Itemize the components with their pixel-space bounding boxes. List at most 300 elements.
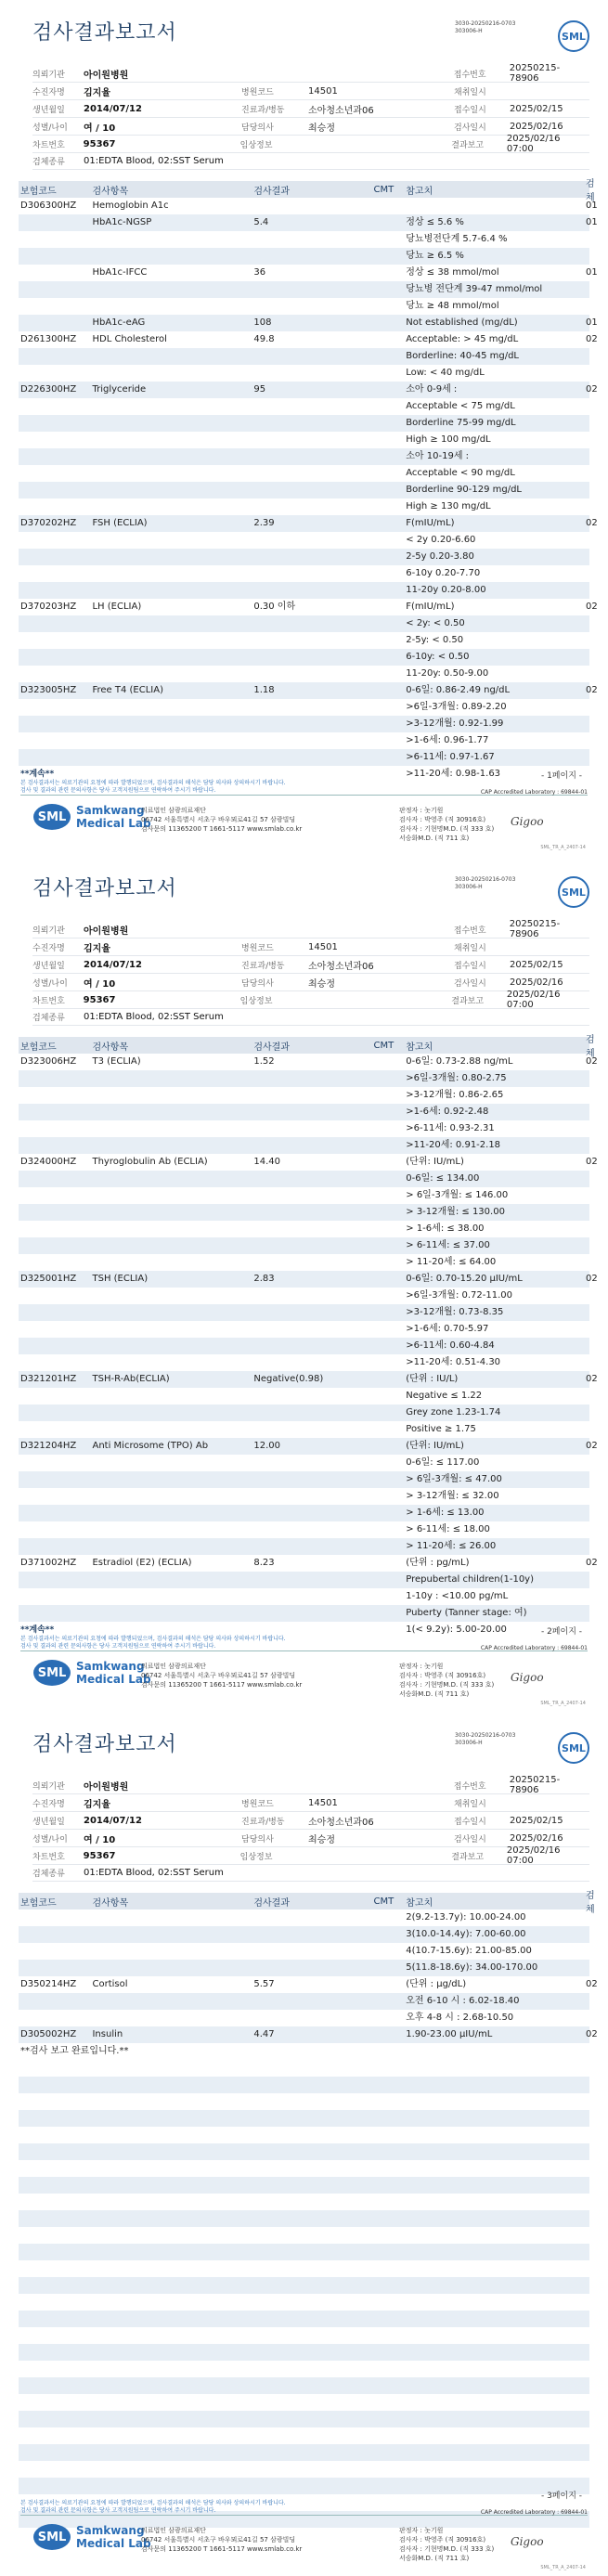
- table-row: [19, 1137, 589, 1154]
- reference-range: > 6일-3개월: ≤ 146.00: [406, 1190, 509, 1200]
- reference-range: 오후 4-8 시 : 2.68-10.50: [406, 2013, 514, 2023]
- signature: Gigoo: [511, 2535, 544, 2548]
- signature: Gigoo: [511, 1671, 544, 1684]
- brand-name: Samkwang Medical Lab: [76, 804, 151, 830]
- reference-range: >3-12개월: 0.86-2.65: [406, 1090, 504, 1100]
- table-row: [19, 1976, 598, 1993]
- info-row-sex-age: 성별/나이 여 / 10 담당의사 최승정 검사일시 2025/02/16: [32, 1830, 589, 1847]
- table-row: [19, 1405, 589, 1421]
- table-row: [19, 1104, 589, 1120]
- reference-range: F(mIU/mL): [406, 518, 455, 528]
- test-name: Hemoglobin A1c: [92, 201, 169, 211]
- insurance-code: D371002HZ: [20, 1558, 77, 1568]
- reference-range: 6-10y: < 0.50: [406, 652, 470, 662]
- table-body: [19, 198, 598, 783]
- table-row: [19, 1455, 589, 1471]
- header-cmt: CMT: [373, 184, 395, 195]
- info-row-specimen: 검체종류 01:EDTA Blood, 02:SST Serum: [32, 1865, 589, 1882]
- receipt-date-value: 2025/02/15: [510, 103, 563, 114]
- reference-range: >3-12개월: 0.73-8.35: [406, 1307, 504, 1317]
- reference-range: 2-5y 0.20-3.80: [406, 551, 474, 562]
- reference-range: 0-6일: 0.86-2.49 ng/dL: [406, 685, 511, 695]
- patient-name-value: 김지율: [84, 87, 110, 98]
- dept-value: 소아청소년과06: [308, 1817, 374, 1828]
- empty-row: [19, 2444, 589, 2461]
- lab-address: 의료법인 삼광의료재단 06742 서울특별시 서초구 바우뫼로41길 57 삼광빌딩 검사문의 11365200 T 1661-5117 www.smlab.co.kr: [141, 2527, 303, 2553]
- header-ref: 참고치: [406, 1897, 433, 1909]
- empty-row: [19, 2411, 589, 2427]
- test-result: 2.39: [253, 518, 275, 528]
- test-name: Cortisol: [92, 1979, 128, 1989]
- specimen-no: 02: [586, 2029, 598, 2039]
- table-row: [19, 1943, 589, 1960]
- insurance-code: D226300HZ: [20, 384, 77, 395]
- test-name: LH (ECLIA): [92, 602, 142, 612]
- sex-age-value: 여 / 10: [84, 123, 116, 134]
- insurance-code: D370203HZ: [20, 602, 77, 612]
- test-name: HbA1c-NGSP: [92, 217, 152, 227]
- specimen-no: 02: [586, 1274, 598, 1284]
- insurance-code: D261300HZ: [20, 334, 77, 344]
- header-ref: 참고치: [406, 1042, 433, 1053]
- insurance-code: D324000HZ: [20, 1157, 77, 1167]
- footer-notice: 본 검사결과서는 의료기관의 요청에 따라 발행되었으며, 검사결과의 해석은 담당 의사와 상의하시기 바랍니다. 검사 및 결과의 관련 문의사항은 당사 고객지원팀으로 연락하여 주시기 바랍니다.: [20, 1636, 588, 1651]
- test-result: 5.4: [253, 217, 269, 227]
- sex-age-value: 여 / 10: [84, 1834, 116, 1845]
- info-row-birth: 생년월일 2014/07/12 진료과/병동 소아청소년과06 접수일시 2025/02/15: [32, 1812, 589, 1830]
- specimen-value: 01:EDTA Blood, 02:SST Serum: [84, 1012, 224, 1022]
- reference-range: (단위: IU/mL): [406, 1157, 464, 1167]
- empty-row: [19, 2194, 589, 2210]
- reference-range: >1-6세: 0.92-2.48: [406, 1107, 489, 1117]
- institution-value: 아이원병원: [83, 1781, 129, 1793]
- table-row: [19, 1538, 589, 1555]
- info-row-specimen: 검체종류 01:EDTA Blood, 02:SST Serum: [32, 153, 589, 170]
- header-code: 보험코드: [20, 1897, 57, 1909]
- sex-age-value: 여 / 10: [84, 978, 116, 990]
- reference-range: Acceptable < 90 mg/dL: [406, 468, 515, 478]
- table-row: [19, 1288, 589, 1304]
- table-row: [19, 1371, 598, 1388]
- receipt-no-value: 20250215-78906: [509, 63, 561, 84]
- reference-range: 당뇨 ≥ 48 mmol/mol: [406, 301, 499, 311]
- empty-row: [19, 2427, 589, 2444]
- table-row: [19, 382, 598, 398]
- reference-range: > 6-11세: ≤ 37.00: [406, 1240, 490, 1250]
- report-header: [0, 0, 608, 56]
- table-row: [19, 281, 589, 298]
- reference-range: 11-20y 0.20-8.00: [406, 585, 486, 595]
- reference-range: High ≥ 130 mg/dL: [406, 501, 491, 511]
- empty-row: [19, 2210, 589, 2227]
- report-page-2: [0, 856, 608, 1712]
- reference-range: 0-6일: 0.73-2.88 ng/mL: [406, 1056, 513, 1067]
- table-header: [19, 179, 595, 203]
- header-result: 검사결과: [253, 1042, 290, 1053]
- table-row: [19, 2026, 598, 2043]
- institution-value: 아이원병원: [83, 926, 129, 937]
- table-row: [19, 615, 589, 632]
- brand-name: Samkwang Medical Lab: [76, 1660, 151, 1686]
- test-name: Thyroglobulin Ab (ECLIA): [92, 1157, 208, 1167]
- page-number: - 2페이지 -: [540, 1627, 582, 1637]
- reference-range: 정상 ≤ 5.6 %: [406, 217, 464, 227]
- reference-range: >6-11세: 0.93-2.31: [406, 1123, 495, 1133]
- header-cmt: CMT: [373, 1896, 395, 1907]
- footer-notice: 본 검사결과서는 의료기관의 요청에 따라 발행되었으며, 검사결과의 해석은 담당 의사와 상의하시기 바랍니다. 검사 및 결과의 관련 문의사항은 당사 고객지원팀으로 연락하여 주시기 바랍니다.: [20, 2500, 588, 2516]
- table-row: [19, 1221, 589, 1237]
- table-row: [19, 315, 598, 331]
- signers: 판정자 : 놋기원 검사자 : 박영주 (직 30916호) 검사자 : 기현명M.D. (직 333 호) 서승화M.D. (직 711 호): [399, 807, 495, 842]
- brand-block: [33, 2524, 151, 2550]
- test-result: 108: [253, 317, 272, 328]
- header-specimen: 검체: [586, 1035, 595, 1059]
- empty-row: [19, 2311, 589, 2327]
- table-row: [19, 448, 589, 465]
- header-result: 검사결과: [253, 1897, 290, 1909]
- reference-range: 2(9.2-13.7y): 10.00-24.00: [406, 1912, 526, 1922]
- empty-row: [19, 2394, 589, 2411]
- results-table: [19, 1891, 598, 2544]
- table-body: [19, 1909, 598, 2544]
- reference-range: > 3-12개월: ≤ 130.00: [406, 1207, 505, 1217]
- table-row: [19, 515, 598, 532]
- cap-accreditation: CAP Accredited Laboratory : 69844-01: [480, 789, 588, 796]
- reference-range: >1-6세: 0.96-1.77: [406, 735, 489, 745]
- reference-range: 당뇨 ≥ 6.5 %: [406, 251, 464, 261]
- samkwang-logo-icon: SML: [33, 804, 71, 830]
- test-name: FSH (ECLIA): [92, 518, 148, 528]
- empty-row: [19, 2127, 589, 2143]
- table-row: [19, 265, 598, 281]
- table-header: [19, 1891, 595, 1915]
- table-row: [19, 1154, 598, 1171]
- specimen-no: 01: [586, 217, 598, 227]
- table-row: [19, 565, 589, 582]
- reference-range: Positive ≥ 1.75: [406, 1424, 476, 1434]
- test-name: TSH (ECLIA): [92, 1274, 149, 1284]
- empty-row: [19, 2361, 589, 2377]
- table-row: [19, 1909, 589, 1926]
- reference-range: Puberty (Tanner stage: 여): [406, 1608, 527, 1618]
- test-result: 12.00: [253, 1441, 280, 1451]
- table-row: [19, 1237, 589, 1254]
- table-row: [19, 1354, 589, 1371]
- lab-address: 의료법인 삼광의료재단 06742 서울특별시 서초구 바우뫼로41길 57 삼광빌딩 검사문의 11365200 T 1661-5117 www.smlab.co.kr: [141, 807, 303, 833]
- reference-range: Acceptable < 75 mg/dL: [406, 401, 515, 411]
- lab-address: 의료법인 삼광의료재단 06742 서울특별시 서초구 바우뫼로41길 57 삼광빌딩 검사문의 11365200 T 1661-5117 www.smlab.co.kr: [141, 1663, 303, 1689]
- table-row: [19, 214, 598, 231]
- info-row-chart: 차트번호 95367 임상정보 결과보고 2025/02/16 07:00: [32, 991, 589, 1009]
- reference-range: >11-20세: 0.51-4.30: [406, 1357, 501, 1367]
- header-specimen: 검체: [586, 1891, 595, 1915]
- sml-logo-icon: SML: [558, 1732, 589, 1764]
- chart-no-value: 95367: [83, 138, 116, 149]
- reference-range: > 6-11세: ≤ 18.00: [406, 1524, 490, 1534]
- header-name: 검사항목: [92, 186, 129, 197]
- table-row: [19, 2010, 589, 2026]
- table-row: [19, 1204, 589, 1221]
- reference-range: 3(10.0-14.4y): 7.00-60.00: [406, 1929, 526, 1939]
- table-body: [19, 1054, 598, 1638]
- form-code: SML_TR_A_2407-14: [540, 1701, 586, 1706]
- test-result: 4.47: [253, 2029, 275, 2039]
- table-row: [19, 1271, 598, 1288]
- reference-range: Prepubertal children(1-10y): [406, 1574, 535, 1585]
- samkwang-logo-icon: SML: [33, 2524, 71, 2550]
- institution-value: 아이원병원: [83, 70, 129, 81]
- barcode-text: 3030-20250216-0703 303006-H: [455, 876, 516, 890]
- reference-range: >6-11세: 0.97-1.67: [406, 752, 495, 762]
- reference-range: 소아 0-9세 :: [406, 384, 458, 395]
- table-row: [19, 666, 589, 682]
- reference-range: (단위: IU/mL): [406, 1441, 464, 1451]
- table-row: [19, 732, 589, 749]
- signature: Gigoo: [511, 815, 544, 828]
- table-row: [19, 699, 589, 716]
- info-row-chart: 차트번호 95367 임상정보 결과보고 2025/02/16 07:00: [32, 136, 589, 153]
- insurance-code: D323006HZ: [20, 1056, 77, 1067]
- report-title: 검사결과보고서: [32, 1733, 177, 1756]
- reference-range: 정상 ≤ 38 mmol/mol: [406, 267, 499, 278]
- table-row: [19, 1087, 589, 1104]
- specimen-no: 02: [586, 602, 598, 612]
- reference-range: >11-20세: 0.91-2.18: [406, 1140, 501, 1150]
- empty-row: [19, 2244, 589, 2260]
- header-cmt: CMT: [373, 1040, 395, 1051]
- reference-range: Acceptable: > 45 mg/dL: [406, 334, 519, 344]
- table-row: [19, 415, 589, 432]
- reference-range: Negative ≤ 1.22: [406, 1391, 483, 1401]
- barcode-text: 3030-20250216-0703 303006-H: [455, 1732, 516, 1746]
- report-date-value: 2025/02/16 07:00: [506, 134, 561, 154]
- patient-info: [32, 65, 589, 170]
- reference-range: >11-20세: 0.98-1.63: [406, 769, 501, 779]
- table-row: [19, 582, 589, 599]
- reference-range: 1(< 9.2y): 5.00-20.00: [406, 1625, 507, 1635]
- receipt-date-value: 2025/02/15: [510, 1815, 563, 1826]
- reference-range: High ≥ 100 mg/dL: [406, 434, 491, 445]
- table-row: [19, 331, 598, 348]
- table-row: [19, 298, 589, 315]
- doctor-value: 최승정: [308, 123, 335, 134]
- insurance-code: D370202HZ: [20, 518, 77, 528]
- test-name: HbA1c-IFCC: [92, 267, 148, 278]
- report-title: 검사결과보고서: [32, 21, 177, 45]
- reference-range: 5(11.8-18.6y): 34.00-170.00: [406, 1962, 538, 1973]
- table-row: [19, 649, 589, 666]
- table-row: [19, 1471, 589, 1488]
- test-result: 1.52: [253, 1056, 275, 1067]
- test-result: 95: [253, 384, 266, 395]
- receipt-no-value: 20250215-78906: [509, 919, 561, 939]
- table-row: [19, 682, 598, 699]
- patient-info: [32, 921, 589, 1026]
- info-row-sex-age: 성별/나이 여 / 10 담당의사 최승정 검사일시 2025/02/16: [32, 118, 589, 136]
- reference-range: > 1-6세: ≤ 13.00: [406, 1508, 485, 1518]
- receipt-date-value: 2025/02/15: [510, 959, 563, 970]
- reference-range: >6-11세: 0.60-4.84: [406, 1340, 495, 1351]
- table-row: [19, 599, 598, 615]
- specimen-no: 02: [586, 1056, 598, 1067]
- table-row: [19, 1605, 589, 1622]
- report-footer: [0, 767, 608, 856]
- inst-code-value: 14501: [308, 85, 338, 97]
- table-row: [19, 716, 589, 732]
- reference-range: > 1-6세: ≤ 38.00: [406, 1223, 485, 1234]
- table-row: [19, 1388, 589, 1405]
- empty-row: [19, 2093, 589, 2110]
- table-row: [19, 1338, 589, 1354]
- info-row-patient: 수진자명 김지율 병원코드 14501 채취일시: [32, 1794, 589, 1812]
- form-code: SML_TR_A_2407-14: [540, 2565, 586, 2570]
- test-result: 0.30 이하: [253, 602, 296, 612]
- page-number: - 1페이지 -: [540, 771, 582, 781]
- reference-range: Borderline 90-129 mg/dL: [406, 485, 522, 495]
- insurance-code: D350214HZ: [20, 1979, 77, 1989]
- test-result: 1.18: [253, 685, 275, 695]
- empty-row: [19, 2227, 589, 2244]
- table-row: [19, 1488, 589, 1505]
- report-footer: [0, 1623, 608, 1712]
- test-name: TSH-R-Ab(ECLIA): [92, 1374, 170, 1384]
- table-row: [19, 1421, 589, 1438]
- patient-info: [32, 1777, 589, 1882]
- table-row: [19, 231, 589, 248]
- reference-range: 4(10.7-15.6y): 21.00-85.00: [406, 1946, 532, 1956]
- end-text: **검사 보고 완료입니다.**: [20, 2046, 129, 2056]
- table-header: [19, 1035, 595, 1059]
- insurance-code: D323005HZ: [20, 685, 77, 695]
- form-code: SML_TR_A_2407-14: [540, 845, 586, 850]
- empty-row: [19, 2143, 589, 2160]
- test-name: Insulin: [92, 2029, 123, 2039]
- receipt-no-value: 20250215-78906: [509, 1775, 561, 1795]
- page-number: - 3페이지 -: [540, 2492, 582, 2501]
- continue-text: **계속**: [20, 770, 55, 779]
- info-row-patient: 수진자명 김지율 병원코드 14501 채취일시: [32, 938, 589, 956]
- insurance-code: D305002HZ: [20, 2029, 77, 2039]
- specimen-no: 02: [586, 1374, 598, 1384]
- cap-accreditation: CAP Accredited Laboratory : 69844-01: [480, 2509, 588, 2516]
- test-name: HbA1c-eAG: [92, 317, 146, 328]
- reference-range: >6일-3개월: 0.80-2.75: [406, 1073, 507, 1083]
- report-header: [0, 1712, 608, 1767]
- test-result: 5.57: [253, 1979, 275, 1989]
- table-row: [19, 749, 589, 766]
- reference-range: > 11-20세: ≤ 64.00: [406, 1257, 497, 1267]
- inst-code-value: 14501: [308, 1797, 338, 1808]
- table-row: [19, 1555, 598, 1572]
- birth-value: 2014/07/12: [84, 959, 142, 970]
- specimen-no: 01: [586, 201, 598, 211]
- info-row-institution: 의뢰기관 아이원병원 접수번호 20250215-78906: [32, 65, 589, 83]
- reference-range: F(mIU/mL): [406, 602, 455, 612]
- table-row: [19, 1505, 589, 1521]
- specimen-no: 02: [586, 518, 598, 528]
- test-result: 36: [253, 267, 266, 278]
- info-row-chart: 차트번호 95367 임상정보 결과보고 2025/02/16 07:00: [32, 1847, 589, 1865]
- table-row: [19, 1438, 598, 1455]
- table-row: [19, 248, 589, 265]
- chart-no-value: 95367: [83, 994, 116, 1005]
- reference-range: Borderline: 40-45 mg/dL: [406, 351, 519, 361]
- specimen-no: 02: [586, 1979, 598, 1989]
- table-row: [19, 482, 589, 498]
- reference-range: >1-6세: 0.70-5.97: [406, 1324, 489, 1334]
- reference-range: 6-10y 0.20-7.70: [406, 568, 481, 578]
- table-row: [19, 365, 589, 382]
- reference-range: > 3-12개월: ≤ 32.00: [406, 1491, 499, 1501]
- test-name: HDL Cholesterol: [92, 334, 167, 344]
- test-result: 8.23: [253, 1558, 275, 1568]
- info-row-birth: 생년월일 2014/07/12 진료과/병동 소아청소년과06 접수일시 2025/02/15: [32, 956, 589, 974]
- results-table: [19, 1035, 598, 1638]
- info-row-specimen: 검체종류 01:EDTA Blood, 02:SST Serum: [32, 1009, 589, 1026]
- test-result: 14.40: [253, 1157, 280, 1167]
- test-date-value: 2025/02/16: [510, 977, 563, 988]
- reference-range: 11-20y: 0.50-9.00: [406, 668, 489, 679]
- header-name: 검사항목: [92, 1897, 129, 1909]
- reference-range: < 2y: < 0.50: [406, 618, 465, 628]
- specimen-no: 02: [586, 334, 598, 344]
- dept-value: 소아청소년과06: [308, 961, 374, 972]
- end-of-report: [19, 2043, 589, 2060]
- inst-code-value: 14501: [308, 941, 338, 952]
- specimen-value: 01:EDTA Blood, 02:SST Serum: [84, 1868, 224, 1878]
- reference-range: >3-12개월: 0.92-1.99: [406, 718, 504, 729]
- sml-logo-icon: SML: [558, 876, 589, 908]
- info-row-institution: 의뢰기관 아이원병원 접수번호 20250215-78906: [32, 1777, 589, 1794]
- continue-text: **계속**: [20, 1625, 55, 1635]
- table-row: [19, 632, 589, 649]
- test-name: Triglyceride: [92, 384, 147, 395]
- header-ref: 참고치: [406, 186, 433, 197]
- table-row: [19, 1187, 589, 1204]
- specimen-value: 01:EDTA Blood, 02:SST Serum: [84, 156, 224, 166]
- table-row: [19, 432, 589, 448]
- table-row: [19, 1054, 598, 1070]
- info-row-institution: 의뢰기관 아이원병원 접수번호 20250215-78906: [32, 921, 589, 938]
- info-row-birth: 생년월일 2014/07/12 진료과/병동 소아청소년과06 접수일시 2025/02/15: [32, 100, 589, 118]
- test-result: 49.8: [253, 334, 275, 344]
- table-row: [19, 1321, 589, 1338]
- results-table: [19, 179, 598, 783]
- report-footer: [0, 2487, 608, 2576]
- table-row: [19, 198, 598, 214]
- header-specimen: 검체: [586, 179, 595, 203]
- specimen-no: 02: [586, 384, 598, 395]
- table-row: [19, 549, 589, 565]
- table-row: [19, 1304, 589, 1321]
- sml-logo-icon: SML: [558, 20, 589, 52]
- empty-row: [19, 2277, 589, 2294]
- reference-range: 1.90-23.00 μIU/mL: [406, 2029, 493, 2039]
- reference-range: < 2y 0.20-6.60: [406, 535, 476, 545]
- table-row: [19, 532, 589, 549]
- patient-name-value: 김지율: [84, 1799, 110, 1810]
- header-code: 보험코드: [20, 186, 57, 197]
- header-name: 검사항목: [92, 1042, 129, 1053]
- reference-range: > 11-20세: ≤ 26.00: [406, 1541, 497, 1551]
- birth-value: 2014/07/12: [84, 1815, 142, 1826]
- reference-range: >6일-3개월: 0.72-11.00: [406, 1290, 513, 1301]
- footer-notice: 본 검사결과서는 의료기관의 요청에 따라 발행되었으며, 검사결과의 해석은 담당 의사와 상의하시기 바랍니다. 검사 및 결과의 관련 문의사항은 당사 고객지원팀으로 연락하여 주시기 바랍니다.: [20, 780, 588, 796]
- table-row: [19, 1993, 589, 2010]
- table-row: [19, 498, 589, 515]
- test-name: Free T4 (ECLIA): [92, 685, 163, 695]
- report-page-1: [0, 0, 608, 856]
